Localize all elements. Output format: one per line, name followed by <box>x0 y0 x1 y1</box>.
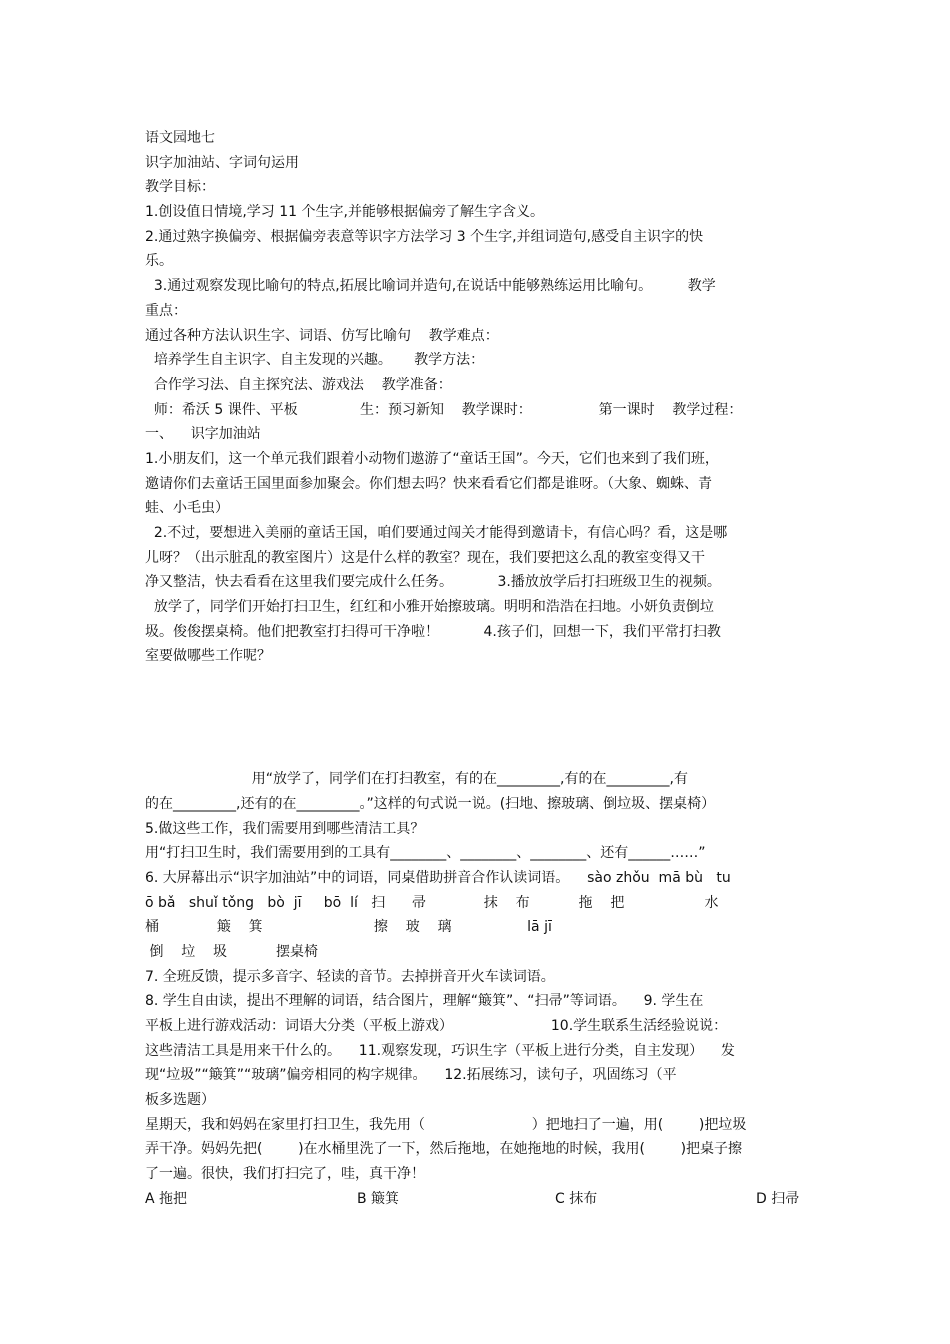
document-page <box>145 126 810 1212</box>
option-a: A 拖把 <box>145 1190 188 1207</box>
text-line: 蛙、小毛虫） <box>145 500 229 517</box>
text-line: 7. 全班反馈，提示多音字、轻读的音节。去掉拼音开火车读词语。 <box>145 968 555 985</box>
option-c: C 抹布 <box>555 1190 598 1207</box>
text-line: 培养学生自主识字、自主发现的兴趣。 教学方法： <box>145 352 485 369</box>
section-heading: 一、 识字加油站 <box>145 426 261 443</box>
doc-subtitle: 识字加油站、字词句运用 <box>145 154 299 171</box>
text-line: 5.做这些工作，我们需要用到哪些清洁工具？ <box>145 820 425 837</box>
text-line: 通过各种方法认识生字、词语、仿写比喻句 教学难点： <box>145 327 499 344</box>
blank-space <box>145 669 810 767</box>
text-line: 用“打扫卫生时，我们需要用到的工具有________、________、________、还有______……” <box>145 845 706 862</box>
exercise-line: 星期天，我和妈妈在家里打扫卫生，我先用（ ）把地扫了一遍，用( )把垃圾 <box>145 1116 747 1133</box>
text-line: 重点： <box>145 302 187 319</box>
text-line: 板多选题） <box>145 1092 215 1109</box>
option-b: B 簸箕 <box>357 1190 400 1207</box>
text-line: 这些清洁工具是用来干什么的。 11.观察发现，巧识生字（平板上进行分类，自主发现） 发 <box>145 1042 735 1059</box>
text-line: 用“放学了，同学们在打扫教室，有的在_________,有的在_________,有 <box>145 771 688 788</box>
text-line: 乐。 <box>145 253 173 270</box>
text-line: 放学了，同学们开始打扫卫生，红红和小雅开始擦玻璃。明明和浩浩在扫地。小妍负责倒垃 <box>145 599 714 616</box>
text-line: 1.创设值日情境,学习 11 个生字,并能够根据偏旁了解生字含义。 <box>145 204 544 221</box>
text-line: 净又整洁，快去看看在这里我们要完成什么任务。 3.播放放学后打扫班级卫生的视频。 <box>145 574 721 591</box>
option-d: D 扫帚 <box>756 1190 800 1207</box>
text-line: 儿呀？（出示脏乱的教室图片）这是什么样的教室？现在，我们要把这么乱的教室变得又干 <box>145 549 705 566</box>
text-line: 平板上进行游戏活动：词语大分类（平板上游戏） 10.学生联系生活经验说说： <box>145 1018 728 1034</box>
doc-title: 语文园地七 <box>145 130 215 146</box>
options-row <box>145 1187 810 1212</box>
pinyin-line: ō bǎ shuǐ tǒng bò jī bō lí 扫 帚 抹 布 拖 把 水 <box>145 894 719 911</box>
text-line: 6. 大屏幕出示“识字加油站”中的词语，同桌借助拼音合作认读词语。 sào zhǒu mā bù tu <box>145 869 731 886</box>
text-line: 圾。俊俊摆桌椅。他们把教室打扫得可干净啦！ 4.孩子们，回想一下，我们平常打扫教 <box>145 623 721 640</box>
text-line: 邀请你们去童话王国里面参加聚会。你们想去吗？快来看看它们都是谁呀。（大象、蜘蛛、青 <box>145 475 712 492</box>
text-line: 室要做哪些工作呢？ <box>145 648 271 665</box>
text-line: 8. 学生自由读，提出不理解的词语，结合图片，理解“簸箕”、“扫帚”等词语。 9. 学生在 <box>145 993 704 1010</box>
pinyin-line: 桶 簸 箕 擦 玻 璃 lā jī <box>145 919 552 936</box>
text-line: 合作学习法、自主探究法、游戏法 教学准备： <box>145 376 452 393</box>
text-line: 2.通过熟字换偏旁、根据偏旁表意等识字方法学习 3 个生字,并组词造句,感受自主识字的快 <box>145 228 704 245</box>
pinyin-line: 倒 垃 圾 摆桌椅 <box>145 943 319 960</box>
exercise-line: 弄干净。妈妈先把( )在水桶里洗了一下，然后拖地，在她拖地的时候，我用( )把桌子擦 <box>145 1141 743 1158</box>
text-line: 师：希沃 5 课件、平板 生：预习新知 教学课时： 第一课时 教学过程： <box>145 401 743 418</box>
text-line: 现“垃圾”“簸箕”“玻璃”偏旁相同的构字规律。 12.拓展练习，读句子，巩固练习（平 <box>145 1067 677 1084</box>
text-line: 3.通过观察发现比喻句的特点,拓展比喻词并造句,在说话中能够熟练运用比喻句。 教学 <box>145 278 716 295</box>
text-line: 的在_________,还有的在_________。”这样的句式说一说。(扫地、擦玻璃、倒垃圾、摆桌椅） <box>145 795 716 812</box>
exercise-line: 了一遍。很快，我们打扫完了，哇，真干净！ <box>145 1166 425 1183</box>
text-line: 2.不过，要想进入美丽的童话王国，咱们要通过闯关才能得到邀请卡，有信心吗？看，这是哪 <box>145 525 728 541</box>
text-line: 教学目标： <box>145 179 215 196</box>
text-line: 1.小朋友们，这一个单元我们跟着小动物们遨游了“童话王国”。今天，它们也来到了我们班， <box>145 450 719 467</box>
